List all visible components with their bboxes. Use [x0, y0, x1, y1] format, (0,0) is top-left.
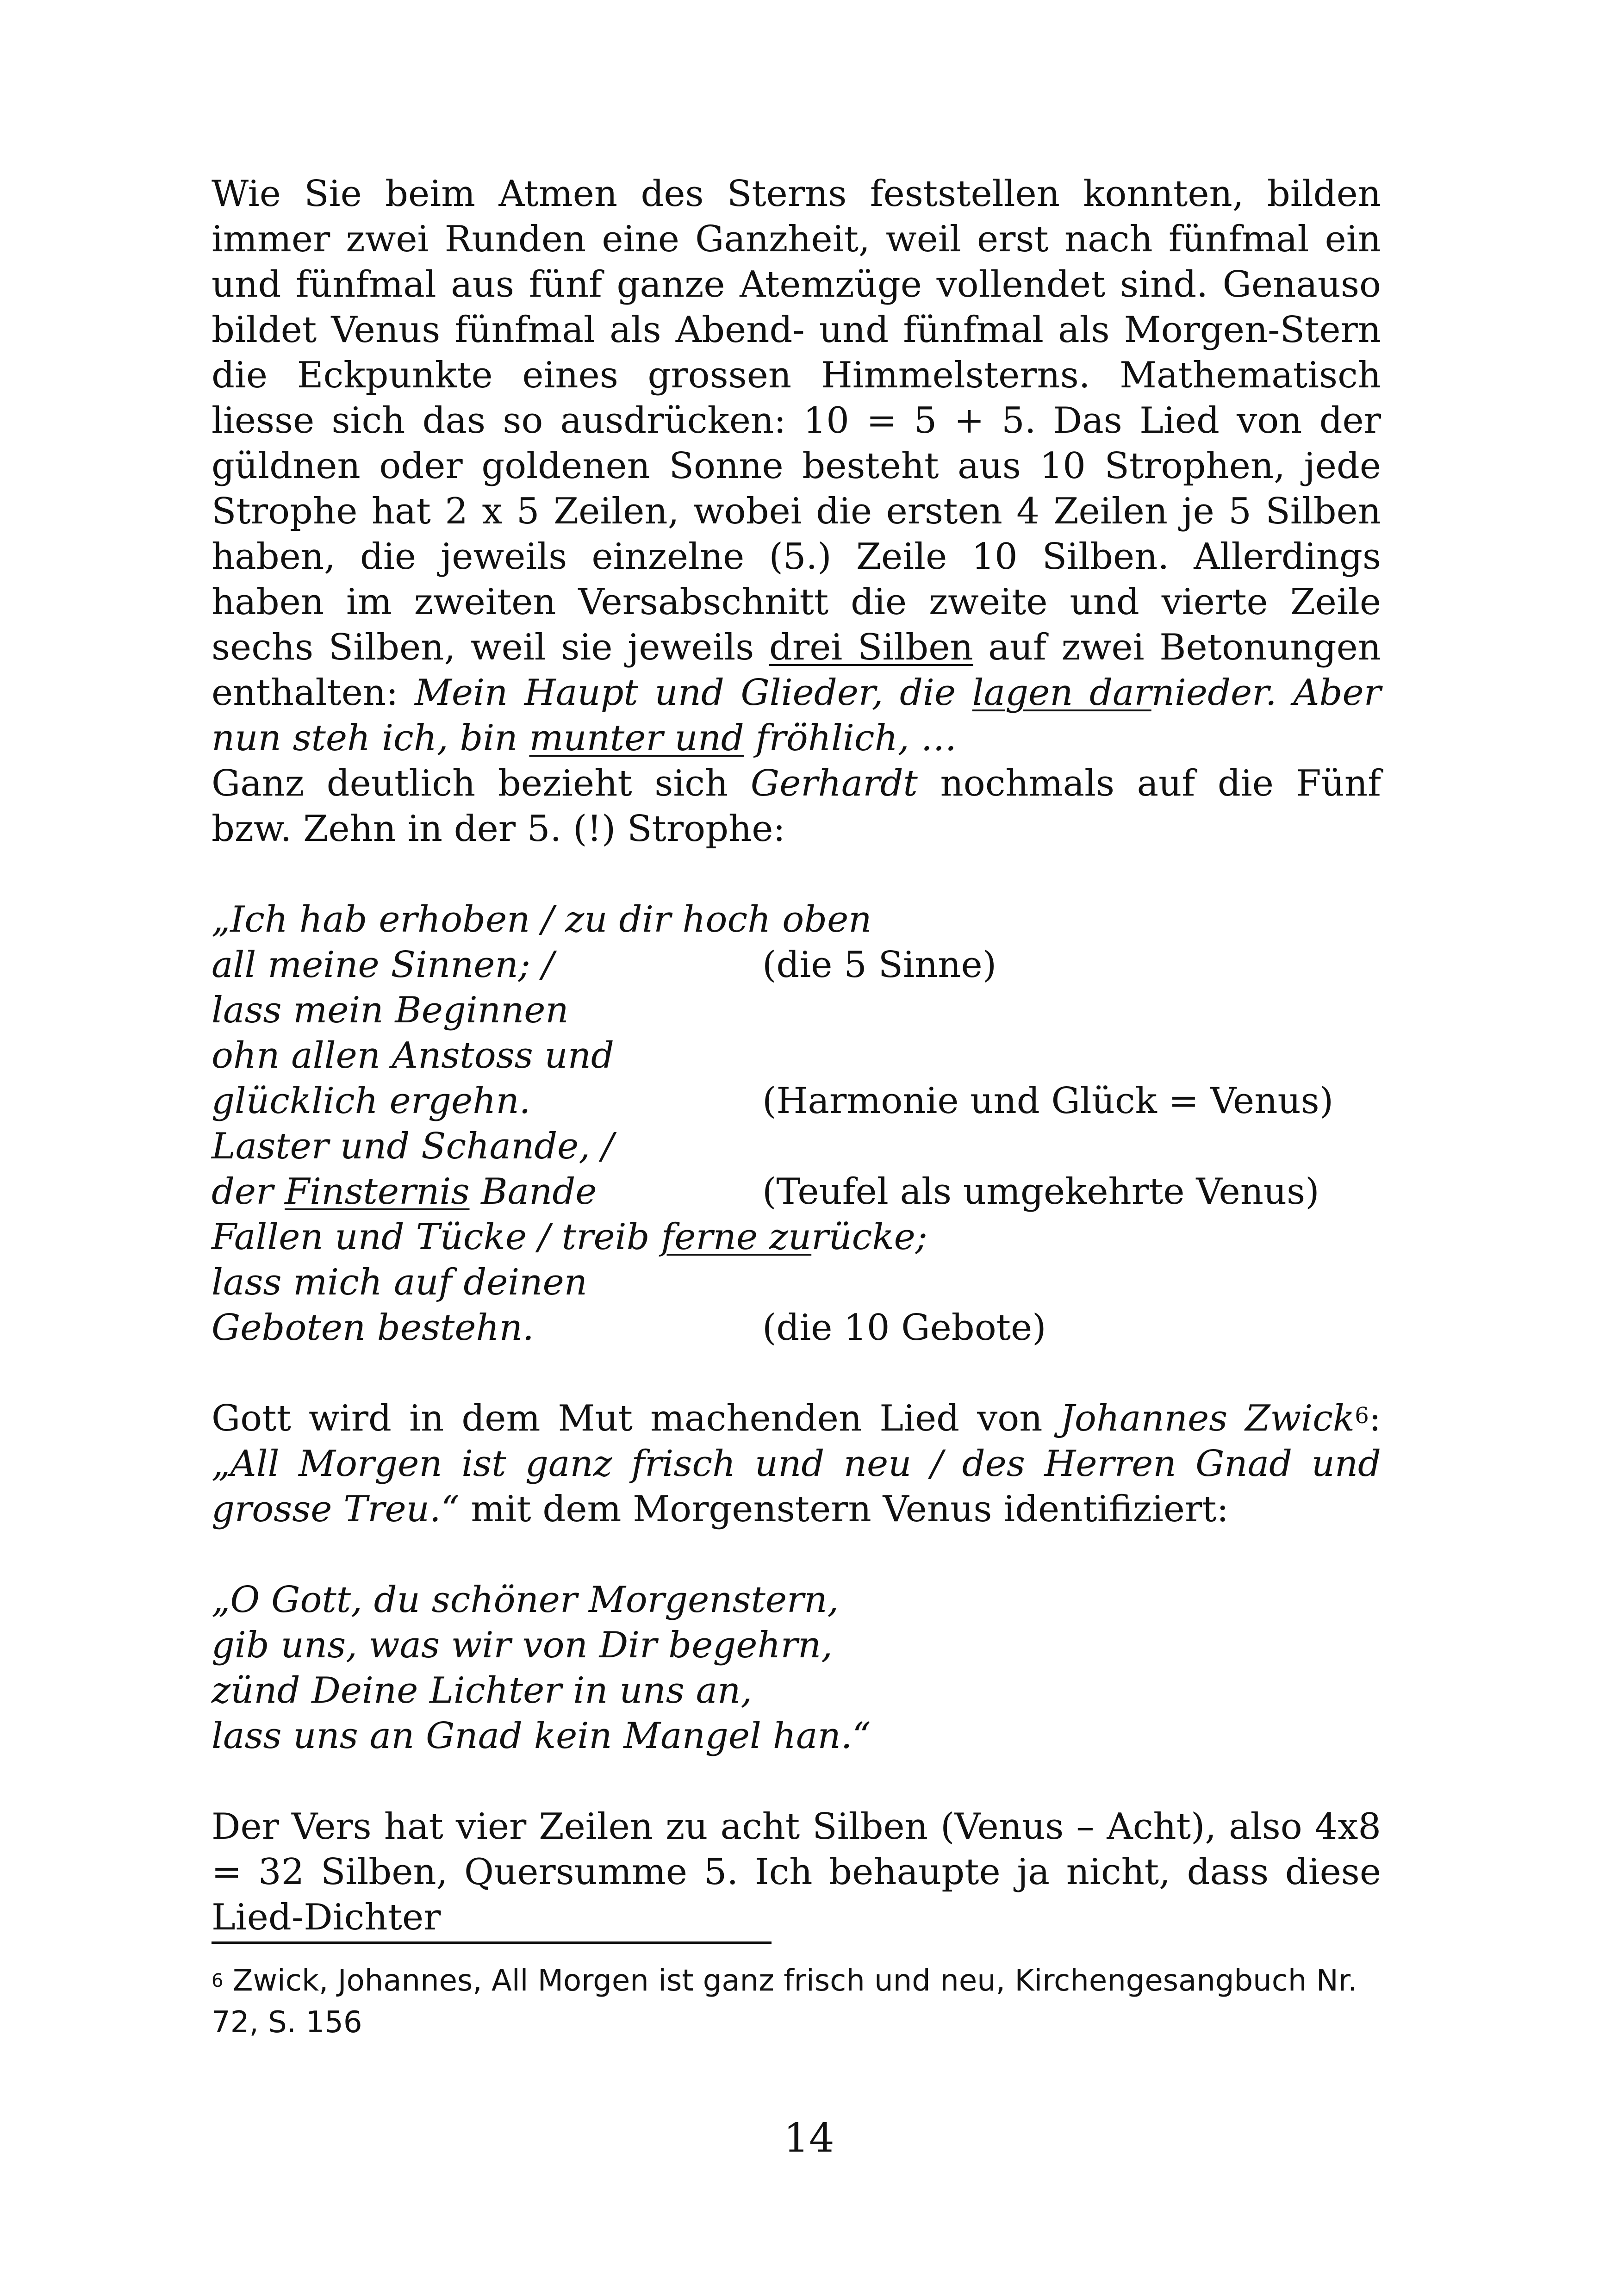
- italic-text: Mein Haupt und Glieder, die: [415, 672, 972, 714]
- paragraph-4: [212, 1804, 1381, 1940]
- poem-line: all meine Sinnen; /: [212, 944, 554, 986]
- poem-line: ohn allen Anstoss und: [212, 1035, 614, 1076]
- poem-line: der Finsternis Bande: [212, 1171, 597, 1213]
- text: Wie Sie beim Atmen des Sterns feststellen konnten, bilden immer zwei Runden eine Ganzheit, weil erst nach fünfmal ein und fünfmal aus fünf ganze Atemzüge vollendet sind. Genauso bildet Venus fünfmal als Abend- und fünfmal als Morgen-Stern die Eckpunkte eines grossen Himmelsterns. Mathematisch liesse sich das so ausdrücken: 10 = 5 + 5. Das Lied von der güldnen oder goldenen Sonne besteht aus 10 Strophen, jede Strophe hat 2 x 5 Zeilen, wobei die ersten 4 Zeilen je 5 Silben haben, die jeweils einzelne (5.) Zeile 10 Silben. Allerdings haben im zweiten Versabschnitt die zweite und vierte Zeile sechs Silben, weil sie jeweils: [212, 173, 1381, 668]
- poem-line: Geboten bestehn.: [212, 1307, 534, 1349]
- poem-line: zünd Deine Lichter in uns an,: [212, 1670, 753, 1711]
- text: Gott wird in dem Mut machenden Lied von: [212, 1398, 1060, 1439]
- poem-line: Fallen und Tücke / treib ferne zurücke;: [212, 1216, 928, 1258]
- italic-text: „All Morgen ist ganz frisch und neu / des Herren Gnad und grosse Treu.“: [212, 1443, 1381, 1530]
- text: Ganz deutlich bezieht sich: [212, 763, 751, 804]
- underlined-text: drei Silben: [769, 627, 973, 668]
- footnote-ref[interactable]: 6: [1355, 1403, 1369, 1429]
- poem-line: „Ich hab erhoben / zu dir hoch oben: [212, 899, 872, 940]
- italic-underlined-text: lagen dar: [972, 672, 1151, 714]
- footnote-number: 6: [212, 1970, 224, 1991]
- poem-line: Laster und Schande, /: [212, 1126, 614, 1167]
- paragraph-1: [212, 171, 1381, 761]
- text: Der Vers hat vier Zeilen zu acht Silben (Venus – Acht), also 4x8 = 32 Silben, Quersumme 5. Ich behaupte ja nicht, dass diese Lied-Dichter: [212, 1806, 1381, 1938]
- poem-line: „O Gott, du schöner Morgenstern,: [212, 1579, 839, 1621]
- poem-line: gib uns, was wir von Dir begehrn,: [212, 1624, 833, 1666]
- footnote-divider: [212, 1941, 772, 1944]
- poem-line: lass mich auf deinen: [212, 1262, 587, 1303]
- poem-verse: [212, 1577, 1381, 1759]
- poem-line: lass uns an Gnad kein Mangel han.“: [212, 1715, 871, 1757]
- italic-text: Johannes Zwick: [1060, 1398, 1355, 1439]
- poem-line: lass mein Beginnen: [212, 989, 569, 1031]
- poem-annotation: (die 10 Gebote): [762, 1307, 1046, 1349]
- text: nochmals auf die Fünf bzw. Zehn in der 5. (!) Strophe:: [212, 763, 1381, 850]
- poem-annotation: (die 5 Sinne): [762, 944, 997, 986]
- text: auf zwei Betonungen enthalten:: [212, 627, 1381, 714]
- text: :: [1369, 1398, 1382, 1439]
- paragraph-2: [212, 761, 1381, 852]
- italic-underlined-text: munter und: [529, 717, 744, 759]
- footnote: [212, 1960, 1381, 2043]
- italic-text: nieder. Aber nun steh ich, bin: [212, 672, 1381, 759]
- paragraph-3: [212, 1396, 1381, 1532]
- poem-line: glücklich ergehn.: [212, 1080, 531, 1122]
- italic-text: fröhlich, …: [744, 717, 957, 759]
- footnote-text: Zwick, Johannes, All Morgen ist ganz frisch und neu, Kirchengesangbuch Nr. 72, S. 156: [212, 1964, 1357, 2040]
- poem-annotation: (Teufel als umgekehrte Venus): [762, 1171, 1319, 1213]
- page-body: [212, 171, 1381, 1940]
- text: mit dem Morgenstern Venus identifiziert:: [459, 1488, 1229, 1530]
- page-number: 14: [784, 2115, 834, 2161]
- poem-annotation: (Harmonie und Glück = Venus): [762, 1080, 1334, 1122]
- poem-stanza: [212, 897, 1381, 1350]
- italic-text: Gerhardt: [750, 763, 918, 804]
